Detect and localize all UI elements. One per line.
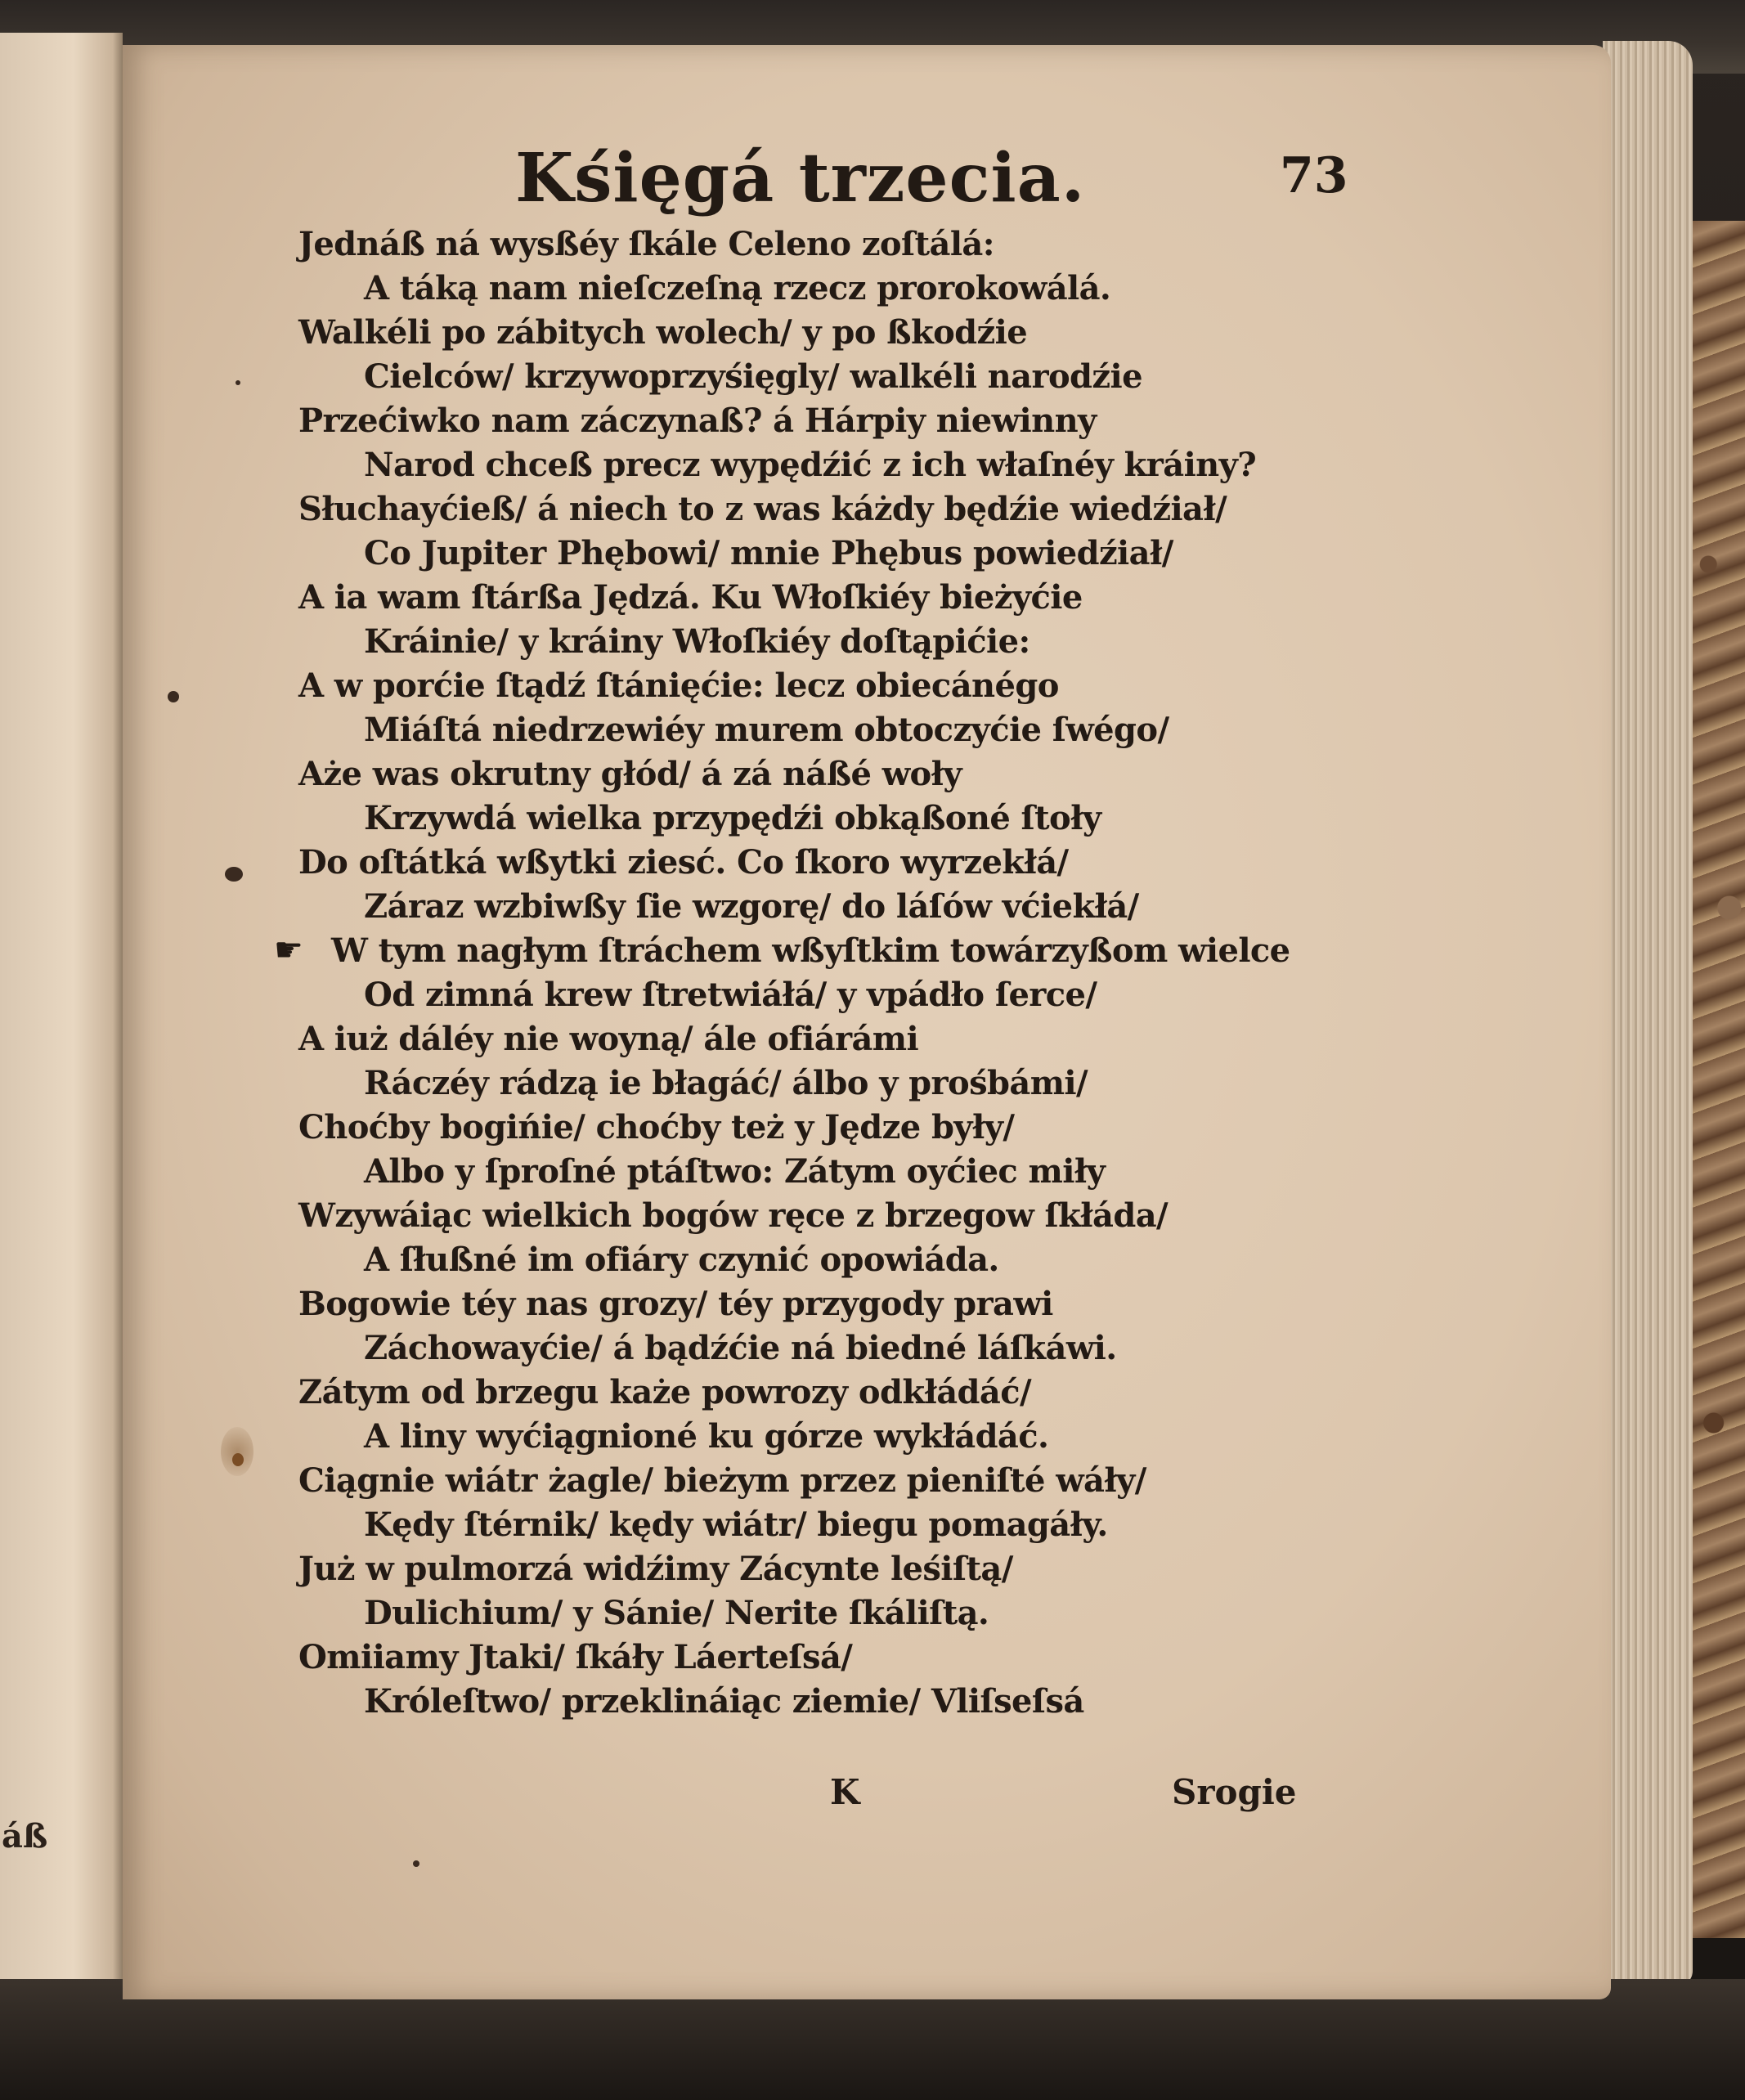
page-edges <box>1603 41 1693 1987</box>
verse-line: Do oſtátká wßytki ziesć. Co ſkoro wyrzekłá/ <box>298 843 1069 882</box>
verse-line: A ſłußné im ofiáry czynić opowiáda. <box>364 1241 999 1279</box>
verse-line: Kędy ſtérnik/ kędy wiátr/ biegu pomagáły. <box>364 1505 1108 1544</box>
verse-line: Zátym od brzegu każe powrozy odkłádáć/ <box>298 1373 1032 1411</box>
ink-spot <box>413 1860 419 1867</box>
verse-line: Miáſtá niedrzewiéy murem obtoczyćie ſwégo/ <box>364 711 1169 749</box>
verse-line: Dulichium/ y Sánie/ Nerite ſkáliſtą. <box>364 1594 989 1632</box>
verse-line: A iuż dáléy nie woyną/ ále ofiárámi <box>298 1020 919 1058</box>
verse-line: Záraz wzbiwßy ſie wzgorę/ do láſów vćiekłá/ <box>364 887 1139 926</box>
signature-mark: K <box>830 1772 860 1812</box>
verse-line: Słuchayćieß/ á niech to z was káżdy będźie wiedźiał/ <box>298 490 1227 528</box>
manicule-icon: ☛ <box>274 931 303 969</box>
verse-line: Co Jupiter Phębowi/ mnie Phębus powiedźiał/ <box>364 534 1173 572</box>
verse-line: Cielców/ krzywoprzyśięgly/ walkéli narodźie <box>364 357 1142 396</box>
verse-line: A táką nam nieſczeſną rzecz prorokowálá. <box>364 269 1111 307</box>
ink-spot <box>168 691 179 702</box>
verse-line: Ráczéy rádzą ie błagáć/ álbo y prośbámi/ <box>364 1064 1088 1102</box>
verse-line: Krzywdá wielka przypędźi obkąßoné ſtoły <box>364 799 1101 837</box>
verse-line: Króleſtwo/ przeklináiąc ziemie/ Vliſseſsá <box>364 1682 1084 1721</box>
verse-line: A ia wam ſtárßa Jędzá. Ku Włoſkiéy bieżyćie <box>298 578 1083 617</box>
verse-line: W tym nagłym ſtráchem wßyſtkim towárzyßom wielce <box>331 931 1290 970</box>
verse-line: Od zimná krew ſtretwiáłá/ y vpádło ſerce/ <box>364 976 1097 1014</box>
verse-line: Kráinie/ y kráiny Włoſkiéy doſtąpićie: <box>364 622 1030 661</box>
ink-spot <box>236 380 240 385</box>
verse-line: Jednáß ná wysßéy ſkále Celeno zoſtálá: <box>298 225 994 263</box>
verse-line: Przećiwko nam záczynaß? á Hárpiy niewinny <box>298 402 1097 440</box>
ink-spot <box>232 1453 244 1466</box>
ink-spot <box>225 867 243 882</box>
marbled-cover <box>1693 221 1745 1938</box>
verse-block <box>123 45 1611 1999</box>
book-page <box>123 45 1611 1999</box>
verse-line: Aże was okrutny głód/ á zá náßé woły <box>298 755 962 793</box>
verse-line: Omiiamy Jtaki/ ſkáły Láerteſsá/ <box>298 1638 853 1676</box>
verse-line: Albo y ſproſné ptáſtwo: Zátym oyćiec miły <box>364 1152 1106 1191</box>
verse-line: A w porćie ſtądź ſtánięćie: lecz obiecánégo <box>298 666 1059 705</box>
left-facing-page <box>0 33 123 1995</box>
page-number: 73 <box>1280 147 1348 204</box>
verse-line: Wzywáiąc wielkich bogów ręce z brzegow ſkłáda/ <box>298 1196 1169 1235</box>
verse-line: Záchowayćie/ á bądźćie ná biedné láſkáwi. <box>364 1329 1117 1367</box>
running-head: Kśięgá trzecia. <box>515 139 1086 218</box>
verse-line: Walkéli po zábitych wolech/ y po ßkodźie <box>298 313 1028 352</box>
verse-line: Ciągnie wiátr żagle/ bieżym przez pieniſté wáły/ <box>298 1461 1146 1500</box>
verse-line: Narod chceß precz wypędźić z ich właſnéy kráiny? <box>364 446 1257 484</box>
verse-line: A liny wyćiągnioné ku górze wykłádáć. <box>364 1417 1049 1456</box>
verse-line: Już w pulmorzá widźimy Zácynte leśiſtą/ <box>298 1550 1013 1588</box>
verse-line: Choćby bogińie/ choćby też y Jędze były/ <box>298 1108 1015 1146</box>
stain <box>221 1427 253 1476</box>
verse-line: Bogowie téy nas grozy/ téy przygody prawi <box>298 1285 1053 1323</box>
left-page-fragment: áß <box>2 1817 48 1855</box>
catchword: Srogie <box>1172 1772 1297 1812</box>
